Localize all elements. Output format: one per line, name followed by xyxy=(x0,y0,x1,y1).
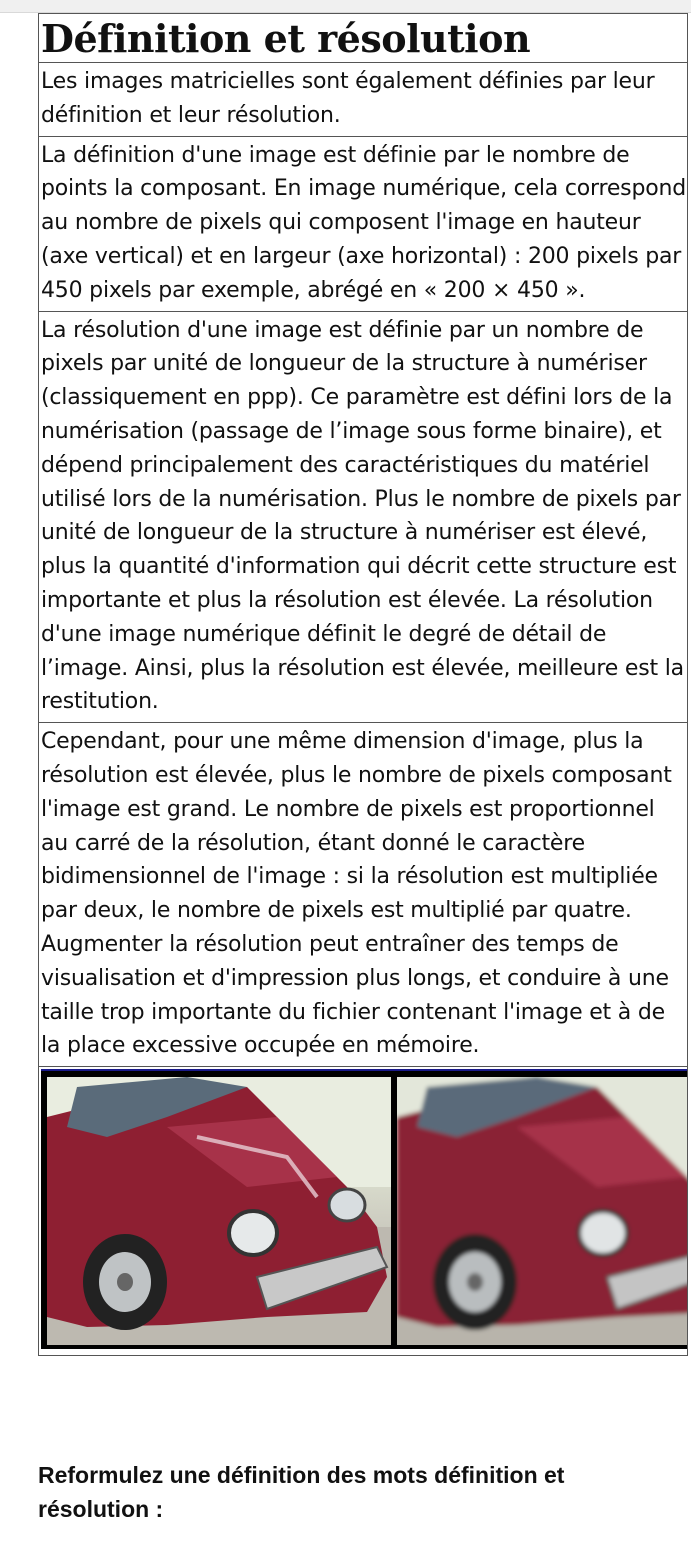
paragraph-resolution: La résolution d'une image est définie par un nombre de pixels par unité de longueur de la structure à numériser (classiquement en ppp). Ce paramètre est défini lors de la numérisation (passage de l’image sous forme binaire), et dépend principalement des caractéristiques du matériel utilisé lors de la numérisation. Plus le nombre de pixels par unité de longueur de la structure à numériser est élevé, plus la quantité d'information qui décrit cette structure est importante et plus la résolution est élevée. La résolution d'une image numérique définit le degré de détail de l’image. Ainsi, plus la résolution est élevée, meilleure est la restitution. xyxy=(38,312,688,724)
car-comparison-image xyxy=(41,1069,688,1349)
paragraph-intro: Les images matricielles sont également définies par leur définition et leur résolution. xyxy=(38,63,688,137)
paragraph-definition: La définition d'une image est définie par le nombre de points la composant. En image numérique, cela correspond au nombre de pixels qui composent l'image en hauteur (axe vertical) et en largeur (axe horizontal) : 200 pixels par 450 pixels par exemple, abrégé en « 200 × 450 ». xyxy=(38,137,688,312)
top-bar xyxy=(0,0,691,13)
car-illustration-blurred xyxy=(397,1077,688,1345)
document-table xyxy=(38,13,688,1356)
car-illustration xyxy=(47,1077,391,1345)
car-photo-high-resolution xyxy=(47,1077,391,1345)
exercise-question: Reformulez une définition des mots définition et résolution : xyxy=(38,1462,565,1522)
page-title: Définition et résolution xyxy=(38,13,688,63)
paragraph-consequence: Cependant, pour une même dimension d'image, plus la résolution est élevée, plus le nombre de pixels composant l'image est grand. Le nombre de pixels est proportionnel au carré de la résolution, étant donné le caractère bidimensionnel de l'image : si la résolution est multipliée par deux, le nombre de pixels est multiplié par quatre. Augmenter la résolution peut entraîner des temps de visualisation et d'impression plus longs, et conduire à une taille trop importante du fichier contenant l'image et à de la place excessive occupée en mémoire. xyxy=(38,723,688,1067)
comparison-image-row xyxy=(38,1067,688,1356)
car-photo-low-resolution xyxy=(397,1077,688,1345)
